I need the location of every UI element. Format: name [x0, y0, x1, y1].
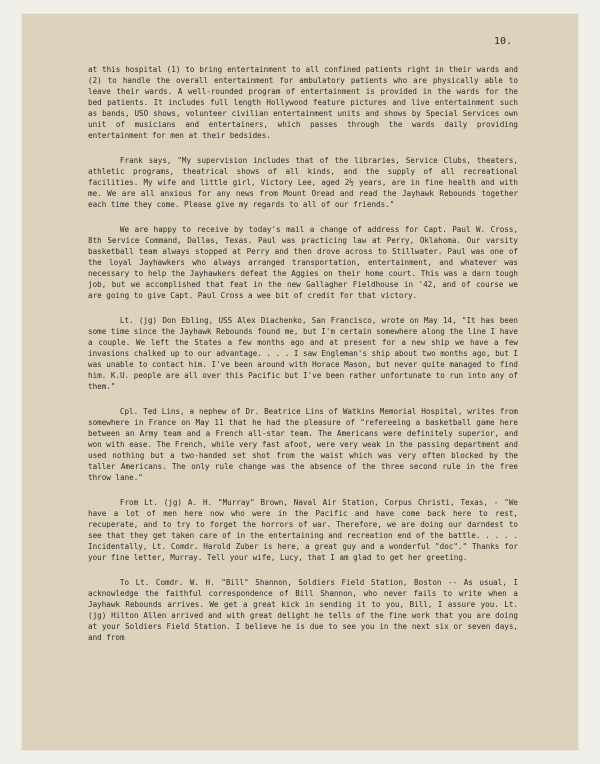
paragraph: From Lt. (jg) A. H. "Murray" Brown, Naval Air Station, Corpus Christi, Texas, - "We have a lot of men here now who were in the Pacific and have come back here to rest, recuperate, and to try to forget the horrors of war. Therefore, we are doing our darndest to see that they get taken care of in the entertaining and recreation end of the battle. . . . . Incidentally, Lt. Comdr. Harold Zuber is here, a great guy and a wonderful "doc"." Thanks for your fine letter, Murray. Tell your wife, Lucy, that I am glad to get her greeting.: [88, 498, 518, 562]
paragraph: We are happy to receive by today's mail a change of address for Capt. Paul W. Cross, 8th Service Command, Dallas, Texas. Paul was practicing law at Perry, Oklahoma. Our varsity basketball team always stopped at Perry and then drove across to Stillwater. Paul was one of the loyal Jayhawkers who always arranged transportation, entertainment, and whatever was necessary to help the Jayhawkers defeat the Aggies on their home court. This was a darn tough job, but we accomplished that feat in the new Gallagher Fieldhouse in '42, and of course we are going to give Capt. Paul Cross a wee bit of credit for that victory.: [88, 225, 518, 300]
paragraph: Lt. (jg) Don Ebling, USS Alex Diachenko, San Francisco, wrote on May 14, "It has been some time since the Jayhawk Rebounds found me, but I'm certain somewhere along the line I have a couple. We left the States a few months ago and at present for a new ship we have a few invasions chalked up to our advantage. . . . I saw Engleman's ship about two months ago, but I was unable to contact him. I've been around with Horace Mason, but never quite managed to find him. K.U. people are all over this Pacific but I've been rather unfortunate to run into any of them.": [88, 316, 518, 391]
body-text: [88, 64, 518, 657]
document-page: [22, 14, 578, 750]
paragraph: at this hospital (1) to bring entertainment to all confined patients right in their wards and (2) to handle the overall entertainment for ambulatory patients who are physically able to leave their wards. A well-rounded program of entertainment is provided in the wards for the bed patients. It includes full length Hollywood feature pictures and live entertainment such as bands, USO shows, volunteer civilian entertainment units and shows by Special Services own unit of musicians and entertainers, which passes through the wards daily providing entertainment for men at their bedsides.: [88, 65, 518, 140]
paragraph: To Lt. Comdr. W. H. "Bill" Shannon, Soldiers Field Station, Boston -- As usual, I acknowledge the faithful correspondence of Bill Shannon, who never fails to write when a Jayhawk Rebounds arrives. We get a great kick in sending it to you, Bill, I assure you. Lt. (jg) Hilton Allen arrived and with great delight he tells of the fine work that you are doing at your Soldiers Field Station. I believe he is due to see you in the next six or seven days, and from: [88, 578, 518, 642]
paragraph: Frank says, "My supervision includes that of the libraries, Service Clubs, theaters, athletic programs, theatrical shows of all kinds, and the supply of all recreational facilities. My wife and little girl, Victory Lee, aged 2½ years, are in fine health and with me. We are all anxious for any news from Mount Oread and read the Jayhawk Rebounds together each time they come. Please give my regards to all of our friends.": [88, 156, 518, 209]
page-number: 10.: [493, 36, 512, 47]
paragraph: Cpl. Ted Lins, a nephew of Dr. Beatrice Lins of Watkins Memorial Hospital, writes from somewhere in France on May 11 that he had the pleasure of "refereeing a basketball game here between an Army team and a French all-star team. The Americans were definitely superior, and won with ease. The French, while very fast afoot, were very weak in the passing department and used nothing but a two-handed set shot from the waist which was very often blocked by the taller Americans. The only rule change was the absence of the three second rule in the free throw lane.": [88, 407, 518, 482]
